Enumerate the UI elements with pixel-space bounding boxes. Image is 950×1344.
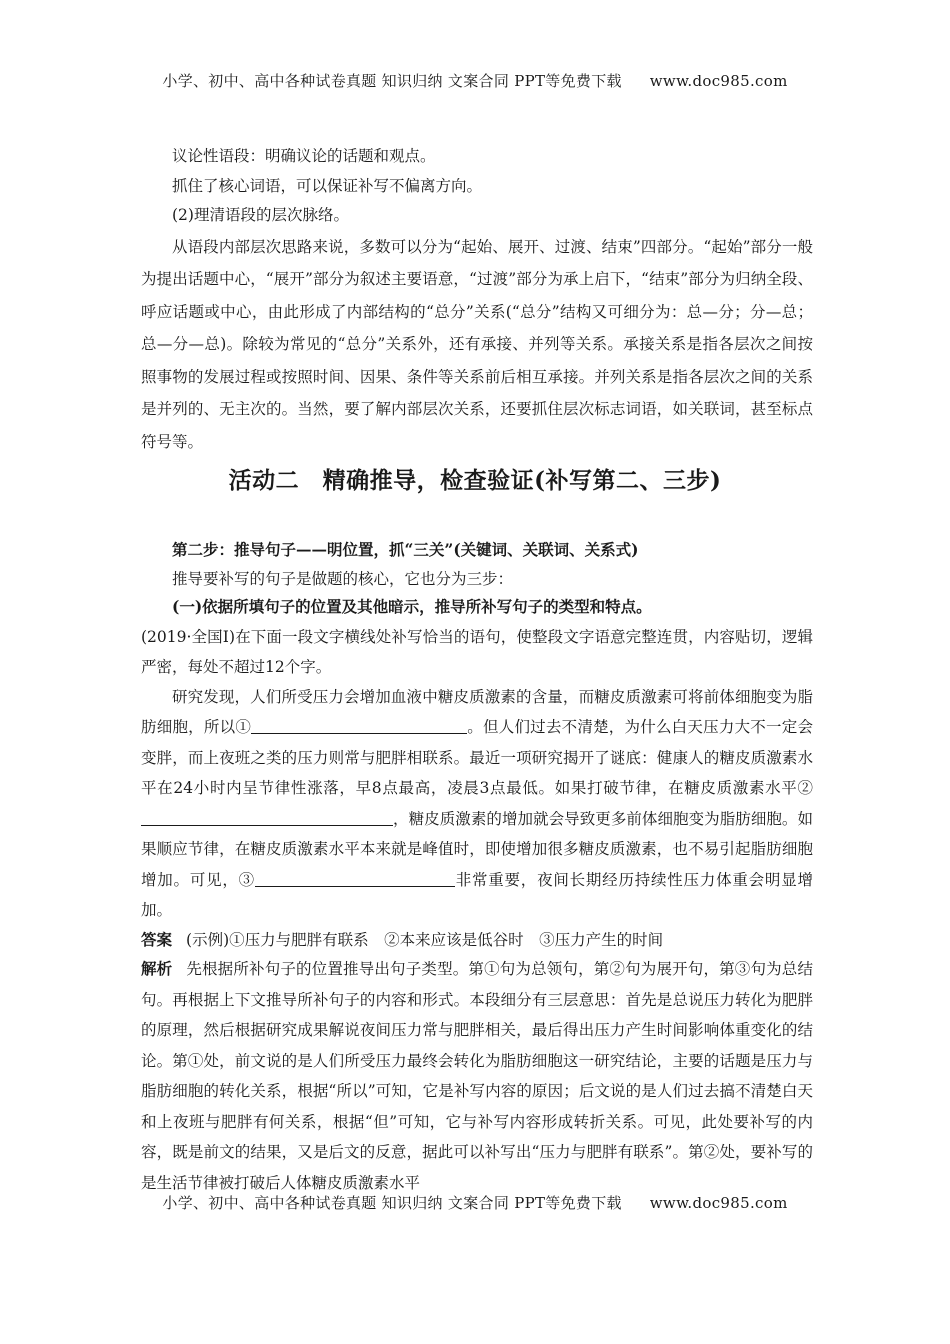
passage-part-d: 非常重要，夜间长期经历持续性压力体重会明显增加。 xyxy=(141,870,813,919)
question-passage xyxy=(141,682,813,926)
step2-sub1: (一)依据所填句子的位置及其他暗示，推导所补写句子的类型和特点。 xyxy=(172,597,652,616)
step2-intro: 推导要补写的句子是做题的核心，它也分为三步： xyxy=(172,569,514,588)
analysis-label: 解析 xyxy=(141,959,173,978)
section-two-content xyxy=(141,536,813,1198)
line-argument-paragraph: 议论性语段：明确议论的话题和观点。 xyxy=(172,147,436,165)
line-structure-heading: (2)理清语段的层次脉络。 xyxy=(172,206,349,224)
top-content xyxy=(141,142,813,458)
answer-label: 答案 xyxy=(141,929,173,949)
step2-heading: 第二步：推导句子——明位置，抓“三关”(关键词、关联词、关系式) xyxy=(172,540,639,559)
header-text: 小学、初中、高中各种试卷真题 知识归纳 文案合同 PPT等免费下载 xyxy=(162,72,622,90)
footer-text: 小学、初中、高中各种试卷真题 知识归纳 文案合同 PPT等免费下载 xyxy=(162,1194,622,1212)
passage-part-b: 。但人们过去不清楚，为什么白天压力大不一定会变胖，而上夜班之类的压力则常与肥胖相联系。最近一项研究揭开了谜底：健康人的糖皮质激素水平在24小时内呈节律性涨落，早8点最高，凌晨3点最低。如果打破节律，在糖皮质激素水平② xyxy=(141,718,813,797)
line-core-words: 抓住了核心词语，可以保证补写不偏离方向。 xyxy=(172,176,483,195)
page-header xyxy=(0,70,950,91)
blank-3 xyxy=(255,868,455,887)
header-url: www.doc985.com xyxy=(649,72,788,90)
structure-paragraph: 从语段内部层次思路来说，多数可以分为“起始、展开、过渡、结束”四部分。“起始”部分一般为提出话题中心，“展开”部分为叙述主要语意，“过渡”部分为承上启下，“结束”部分为归纳全段、呼应话题或中心，由此形成了内部结构的“总分”关系(“总分”结构又可细分为：总—分；分—总；总—分—总)。除较为常见的“总分”关系外，还有承接、并列等关系。承接关系是指各层次之间按照事物的发展过程或按照时间、因果、条件等关系前后相互承接。并列关系是指各层次之间的关系是并列的、无主次的。当然，要了解内部层次关系，还要抓住层次标志词语，如关联词，甚至标点符号等。 xyxy=(141,237,813,451)
analysis-paragraph xyxy=(141,954,813,1198)
answer-line xyxy=(141,926,813,955)
blank-1 xyxy=(251,715,467,734)
question-text: (2019·全国Ⅰ)在下面一段文字横线处补写恰当的语句，使整段文字语意完整连贯，内容贴切，逻辑严密，每处不超过12个字。 xyxy=(141,627,813,676)
passage-part-a: 研究发现，人们所受压力会增加血液中糖皮质激素的含量，而糖皮质激素可将前体细胞变为脂肪细胞，所以① xyxy=(141,687,813,736)
blank-2 xyxy=(141,807,393,826)
section-title: 活动二 精确推导，检查验证(补写第二、三步) xyxy=(228,467,722,494)
page-footer xyxy=(0,1192,950,1213)
passage-part-c: ，糖皮质激素的增加就会导致更多前体细胞变为脂肪细胞。如果顺应节律，在糖皮质激素水平本来就是峰值时，即使增加很多糖皮质激素，也不易引起脂肪细胞增加。可见，③ xyxy=(141,809,813,889)
footer-url: www.doc985.com xyxy=(649,1194,788,1212)
analysis-text: 先根据所补句子的位置推导出句子类型。第①句为总领句，第②句为展开句，第③句为总结句。再根据上下文推导所补句子的内容和形式。本段细分有三层意思：首先是总说压力转化为肥胖的原理，然后根据研究成果解说夜间压力常与肥胖相关，最后得出压力产生时间影响体重变化的结论。第①处，前文说的是人们所受压力最终会转化为脂肪细胞这一研究结论，主要的话题是压力与脂肪细胞的转化关系，根据“所以”可知，它是补写内容的原因；后文说的是人们过去搞不清楚白天和上夜班与肥胖有何关系，根据“但”可知，它与补写内容形成转折关系。可见，此处要补写的内容，既是前文的结果，又是后文的反意，据此可以补写出“压力与肥胖有联系”。第②处，要补写的是生活节律被打破后人体糖皮质激素水平 xyxy=(141,960,813,1192)
answer-text: (示例)①压力与肥胖有联系 ②本来应该是低谷时 ③压力产生的时间 xyxy=(186,930,664,949)
